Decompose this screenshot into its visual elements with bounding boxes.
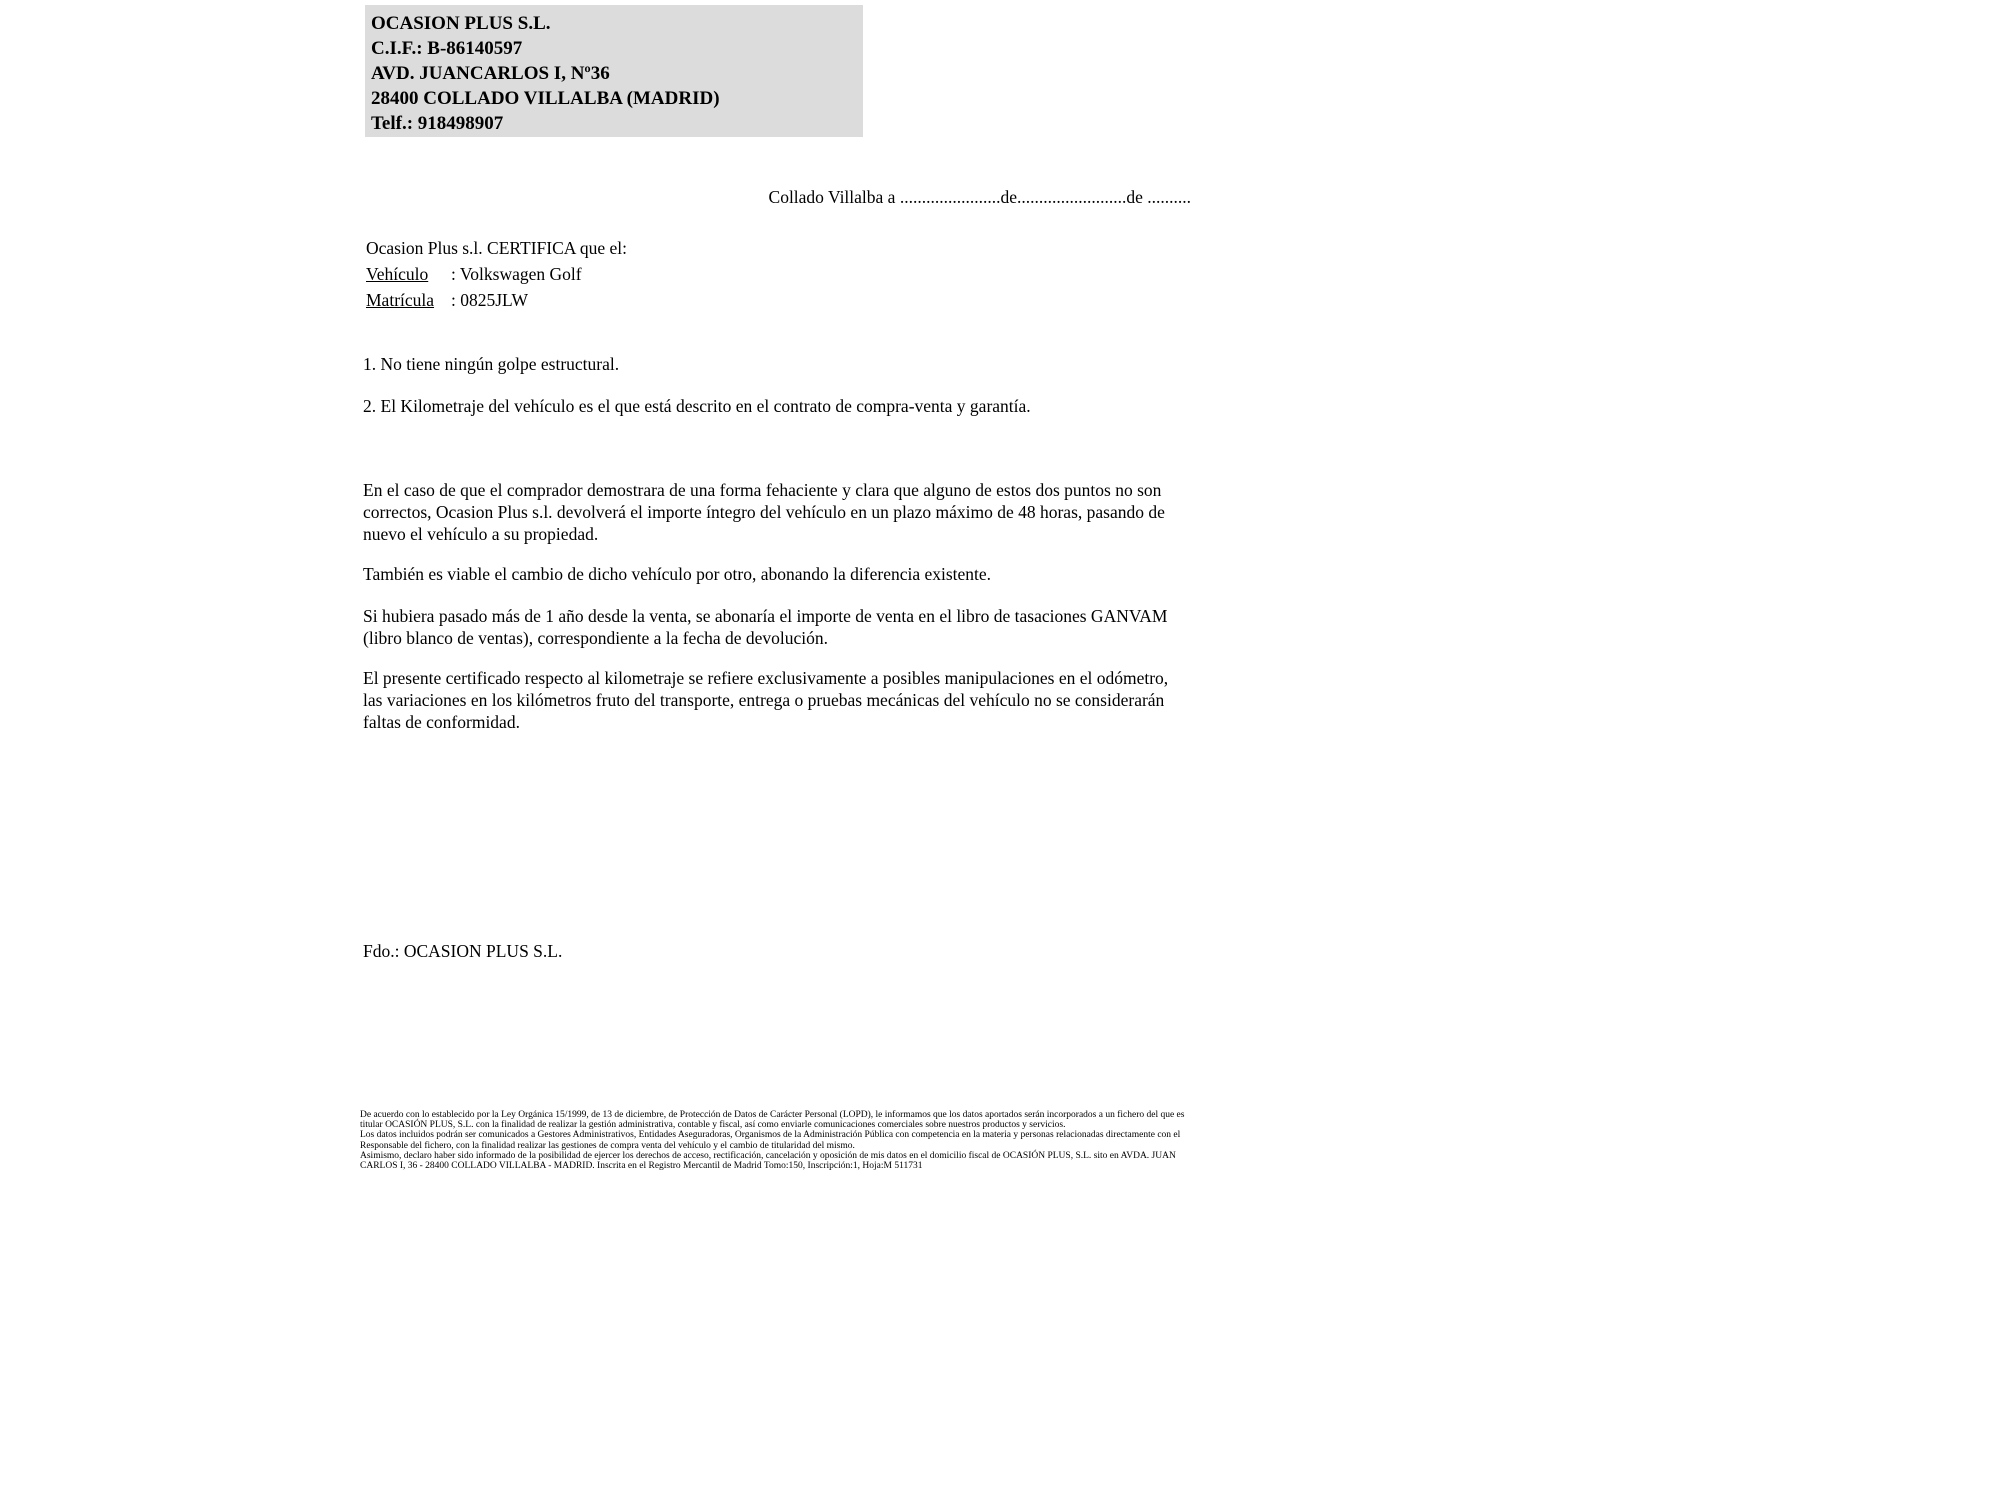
company-cif: C.I.F.: B-86140597 [371, 38, 523, 59]
signature-line: Fdo.: OCASION PLUS S.L. [363, 941, 563, 961]
vehicle-value: : Volkswagen Golf [451, 264, 582, 284]
paragraph-odometer: El presente certificado respecto al kilometraje se refiere exclusivamente a posibles manipulaciones en el odómetro, las variaciones en los kilómetros fruto del transporte, entrega o pruebas mecánicas del vehículo no se considerarán faltas de conformidad. [363, 668, 1169, 732]
legal-paragraph-data-sharing: Los datos incluidos podrán ser comunicados a Gestores Administrativos, Entidades Aseguradoras, Organismos de la Administración Pública con competencia en la materia y personas relacionadas directamente con el Responsable del fichero, con la finalidad realizar las gestiones de compra venta del vehículo y el cambio de titularidad del mismo. [360, 1130, 1181, 1151]
vehicle-row [366, 261, 627, 287]
point-structural: 1. No tiene ningún golpe estructural. [363, 354, 620, 374]
paragraph-refund: En el caso de que el comprador demostrara de una forma fehaciente y clara que alguno de estos dos puntos no son correctos, Ocasion Plus s.l. devolverá el importe íntegro del vehículo en un plazo máximo de 48 horas, pasando de nuevo el vehículo a su propiedad. [363, 480, 1165, 544]
plate-label: Matrícula [366, 290, 435, 310]
legal-paragraph-rights: Asimismo, declaro haber sido informado de la posibilidad de ejercer los derechos de acceso, rectificación, cancelación y oposición de mis datos en el domicilio fiscal de OCASIÓN PLUS, S.L. sito en AVDA. JUAN CARLOS I, 36 - 28400 COLLADO VILLALBA - MADRID. Inscrita en el Registro Mercantil de Madrid Tomo:150, Inscripción:1, Hoja:M 511731 [360, 1150, 1176, 1172]
plate-row [366, 287, 627, 313]
paragraph-exchange: También es viable el cambio de dicho vehículo por otro, abonando la diferencia existente. [363, 564, 992, 584]
date-line: Collado Villalba a .......................de.........................de .......... [768, 187, 1191, 207]
company-address: AVD. JUANCARLOS I, Nº36 [371, 63, 610, 84]
company-header [365, 5, 863, 137]
legal-footer [360, 1110, 1205, 1171]
company-city: 28400 COLLADO VILLALBA (MADRID) [371, 88, 720, 109]
plate-value: : 0825JLW [451, 290, 528, 310]
company-phone: Telf.: 918498907 [371, 113, 504, 134]
company-name: OCASION PLUS S.L. [371, 13, 551, 34]
legal-paragraph-lopd: De acuerdo con lo establecido por la Ley Orgánica 15/1999, de 13 de diciembre, de Protección de Datos de Carácter Personal (LOPD), le informamos que los datos aportados serán incorporados a un fichero del que es titular OCASIÓN PLUS, S.L. con la finalidad de realizar la gestión administrativa, contable y fiscal, así como enviarle comunicaciones comerciales sobre nuestros productos y servicios. [360, 1110, 1185, 1131]
certifies-intro: Ocasion Plus s.l. CERTIFICA que el: [366, 238, 627, 258]
paragraph-ganvam: Si hubiera pasado más de 1 año desde la venta, se abonaría el importe de venta en el libro de tasaciones GANVAM (libro blanco de ventas), correspondiente a la fecha de devolución. [363, 606, 1168, 648]
certification-block [366, 235, 627, 313]
point-mileage: 2. El Kilometraje del vehículo es el que está descrito en el contrato de compra-venta y garantía. [363, 396, 1031, 416]
vehicle-label: Vehículo [366, 264, 429, 284]
